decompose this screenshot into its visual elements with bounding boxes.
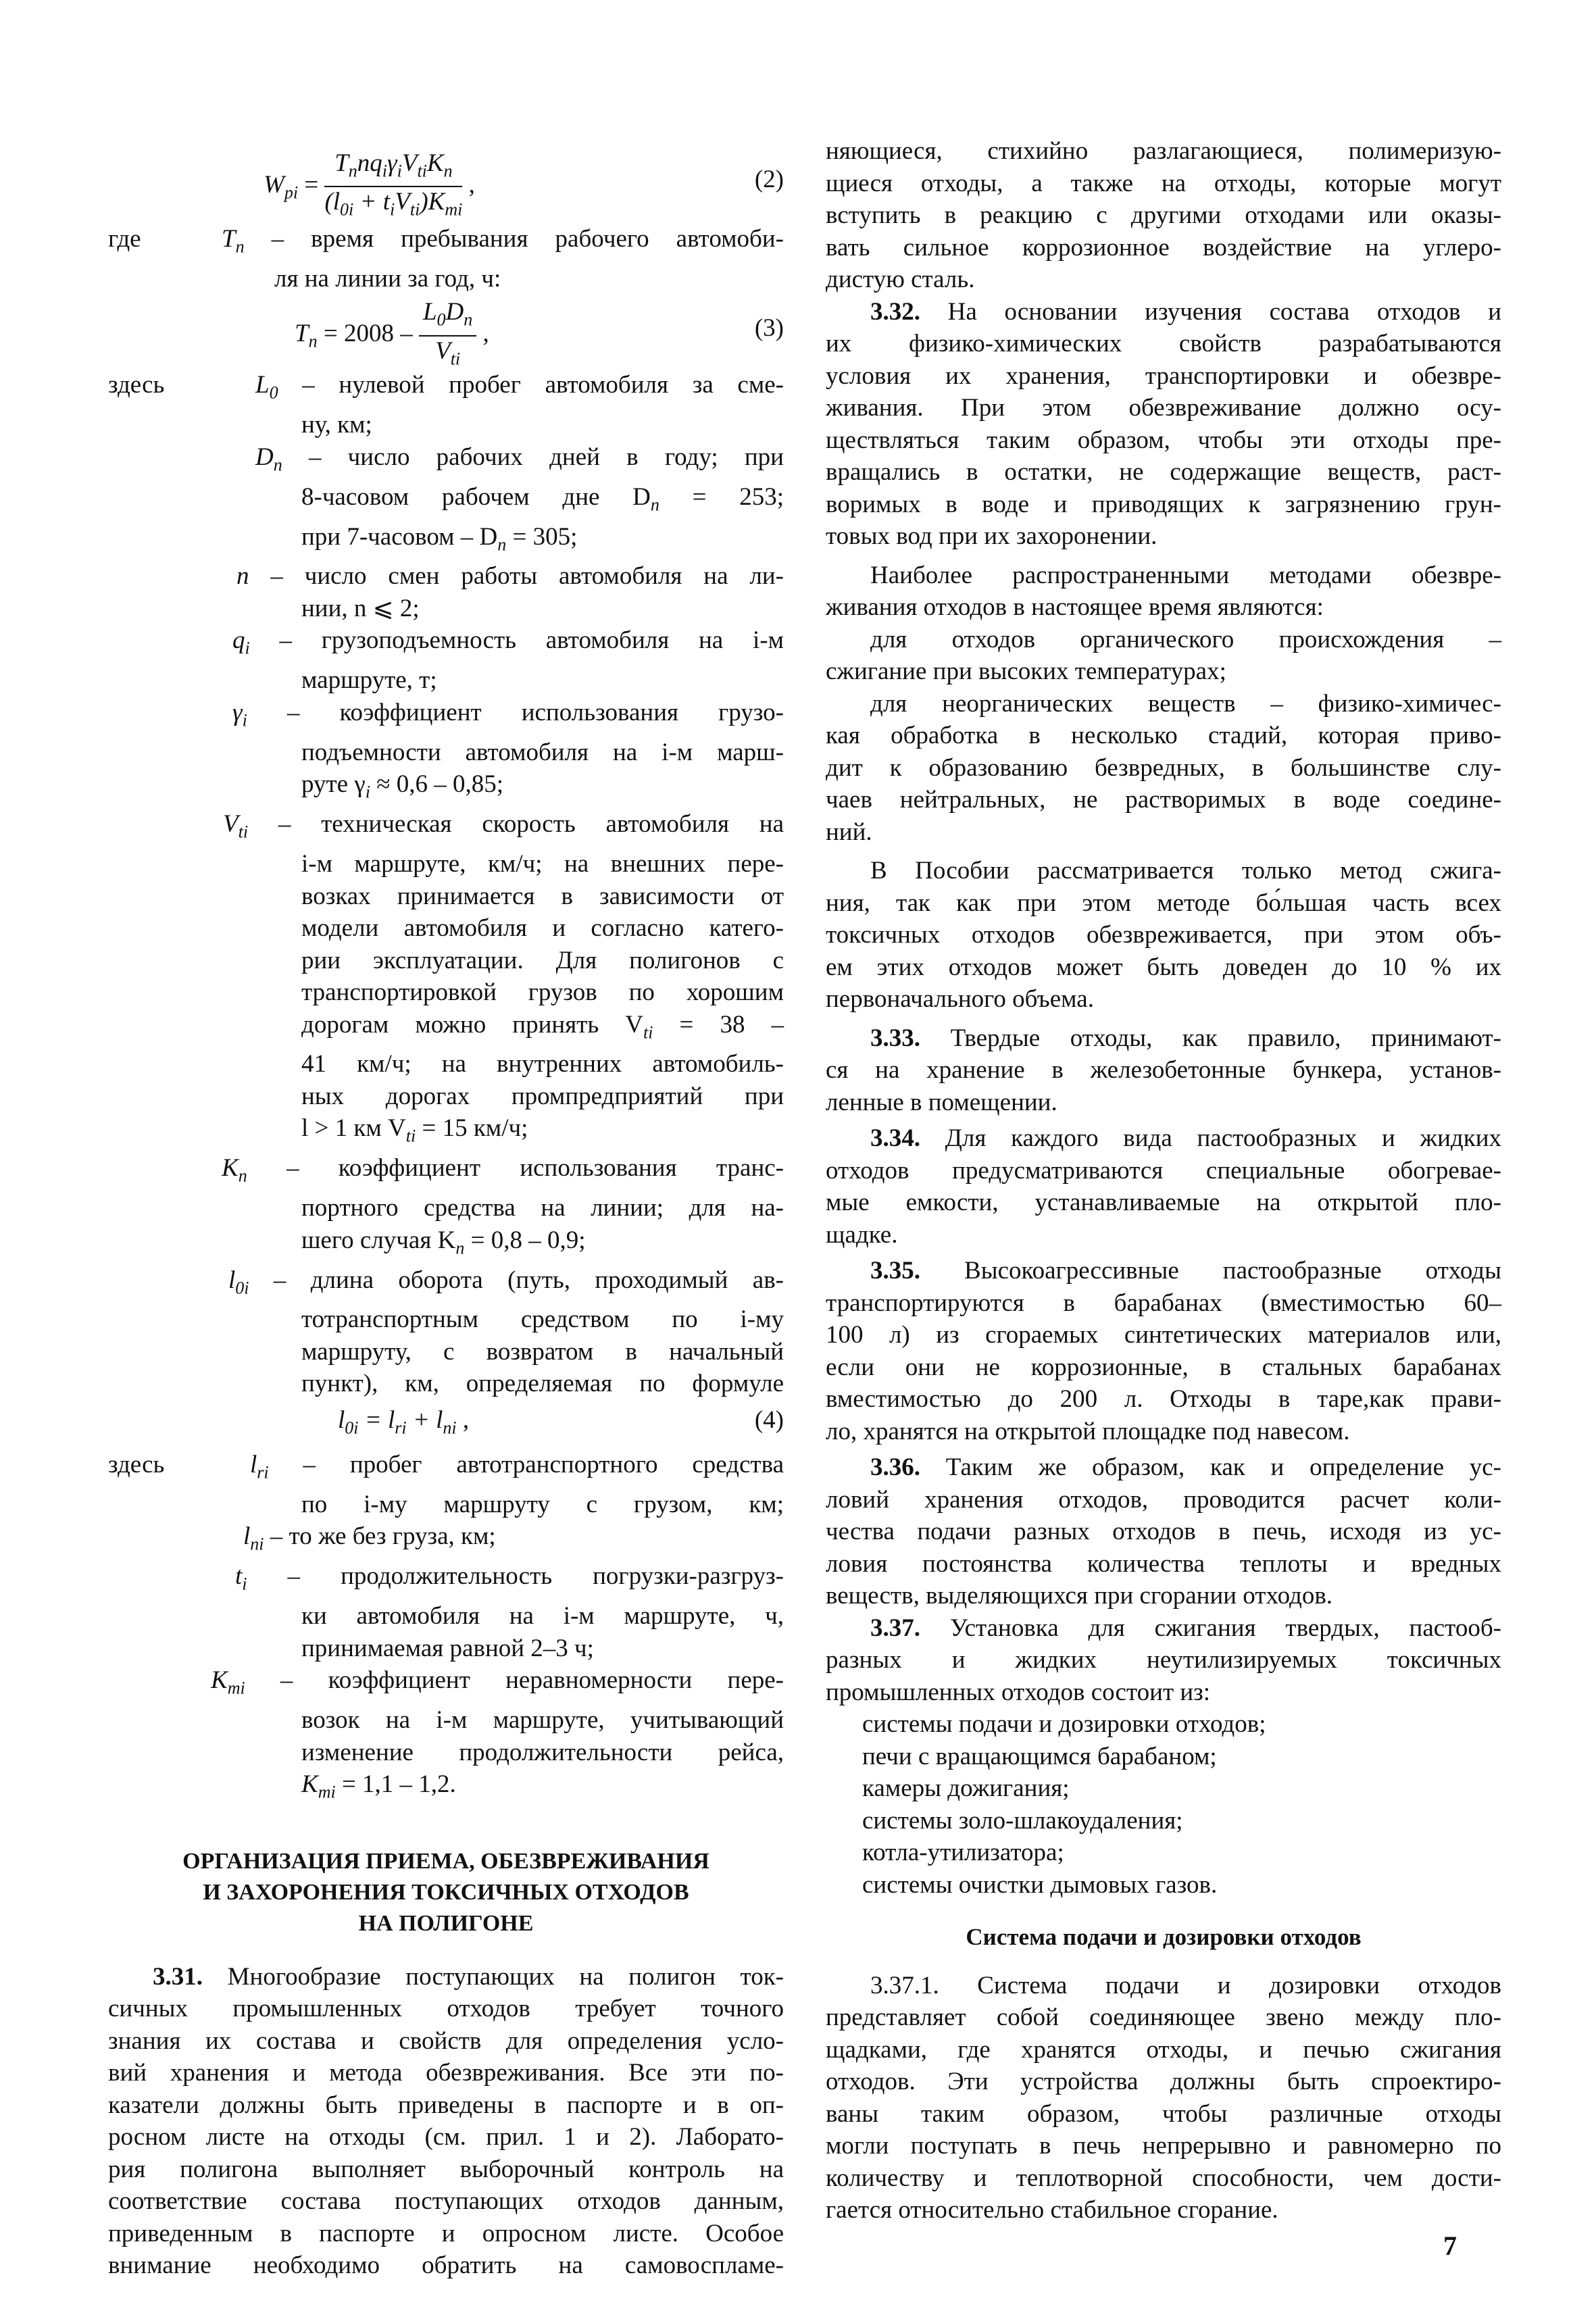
equation-number: (3) xyxy=(754,314,784,343)
equation-number: (4) xyxy=(754,1405,784,1434)
equation-4: $l_{0i} = l_{ri} + l_{ni}$ , (4) xyxy=(108,1400,784,1438)
equation-3: $T_n = 2008$ – $\frac{L_0D_n}{V_{ti}}$ , (3) xyxy=(295,298,784,369)
installation-list xyxy=(826,1708,1501,1901)
equation-2: $W_{pi}$ = $\frac{T_nnq_i\gamma_iV_{ti}K_n}{(l_{0i} + t_iV_{ti})K_{mi}}$ , (2) xyxy=(108,135,784,223)
list-item: системы очистки дымовых газов. xyxy=(862,1870,1218,1899)
right-column xyxy=(826,135,1501,2226)
list-item: системы золо-шлакоудаления; xyxy=(862,1806,1183,1835)
paragraph-3-34: 3.34. Для каждого вида пастообразных и жидких отходов предусматриваются специальные обогревае- мые емкости, устанавливаемые на открытой пло- щадке. xyxy=(826,1124,1501,1249)
paragraph-3-32: 3.32. На основании изучения состава отходов и их физико-химических свойств разрабатываются условия их хранения, транспортировки и обезвре- живания. При этом обезвреживание должно осу- ществляться таким образом, чтобы эти отходы пре- вращались в остатки, не содержащие веществ, раст- воримых в воде и приводящих к загрязнению грун- товых вод при их захоронении. xyxy=(826,297,1501,550)
paragraph-inorganic: для неорганических веществ – физико-химичес- кая обработка в несколько стадий, которая приво- дит к образованию безвредных, в большинстве слу- чаев нейтральных, не растворимых в воде соедине- ний. xyxy=(826,689,1501,846)
definition-Tn: где $T_n$ – время пребывания рабочего автомоби- ля на линии за год, ч: xyxy=(108,223,784,295)
subsection-heading: Система подачи и дозировки отходов xyxy=(966,1924,1362,1950)
paragraph-posobie: В Пособии рассматривается только метод сжига- ния, так как при этом методе бо́льшая часть всех токсичных отходов обезвреживается, при этом объ- ем этих отходов может быть доведен до 10 % их первоначального объема. xyxy=(826,857,1501,1013)
equation-2-fraction: $\frac{T_nnq_i\gamma_iV_{ti}K_n}{(l_{0i} + t_iV_{ti})K_{mi}}$ xyxy=(324,149,463,220)
definition-n: n – число смен работы автомобиля на ли- нии, n ⩽ 2; xyxy=(236,562,784,622)
paragraph-organic: для отходов органического происхождения – сжигание при высоких температурах; xyxy=(826,625,1501,685)
paragraph-3-33: 3.33. Твердые отходы, как правило, принимают- ся на хранение в железобетонные бункера, установ- ленные в помещении. xyxy=(826,1024,1501,1116)
paragraph-3-35: 3.35. Высокоагрессивные пастообразные отходы транспортируются в барабанах (вместимостью 60– 100 л) из сгораемых синтетических материалов или, если они не коррозионные, в стальных барабанах вместимостью до 200 л. Отходы в таре,как прави- ло, хранятся на открытой площадке под навесом. xyxy=(826,1257,1501,1445)
definition-ti: $t_i$ – продолжительность погрузки-разгруз- ки автомобиля на i-м маршруте, ч, принимаемая равной 2–3 ч; xyxy=(235,1562,784,1662)
definition-lni: $l_{ni}$ – то же без груза, км; xyxy=(243,1522,496,1554)
paragraph-continuation: няющиеся, стихийно разлагающиеся, полимеризую- щиеся отходы, а также на отходы, которые могут вступить в реакцию с другими отходами или оказы- вать сильное коррозионное воздействие на углеро- дистую сталь. xyxy=(826,137,1501,293)
definition-Dn: $D_n$ – число рабочих дней в году; при 8-часовом рабочем дне $D_n = 253$; при 7-часовом – $D_n = 305$; xyxy=(255,443,784,554)
equation-number: (2) xyxy=(754,166,784,193)
page-number: 7 xyxy=(1443,2231,1457,2261)
left-column xyxy=(108,135,784,2282)
definition-Kmi: $K_{mi}$ – коэффициент неравномерности пере- возок на i-м маршруте, учитывающий изменение продолжительности рейса, $K_{mi} = 1,1 - 1,2$. xyxy=(211,1666,784,1802)
here-label: здесь xyxy=(108,1450,165,1478)
paragraph-3-36: 3.36. Таким же образом, как и определение ус- ловий хранения отходов, проводится расчет коли- чества подачи разных отходов в печь, исходя из ус- ловия постоянства количества теплоты и вредных веществ, выделяющихся при сгорании отходов. xyxy=(826,1453,1501,1610)
paragraph-methods: Наиболее распространенными методами обезвре- живания отходов в настоящее время являются: xyxy=(826,561,1501,621)
paragraph-3-31: 3.31. Многообразие поступающих на полигон ток- сичных промышленных отходов требует точного знания их состава и свойств для определения усло- вий хранения и метода обезвреживания. Все эти по- казатели должны быть приведены в паспорте и в оп- росном листе на отходы (см. прил. 1 и 2). Лаборато- рия полигона выполняет выборочный контроль на соответствие состава поступающих отходов данным, приведенным в паспорте и опросном листе. Особое внимание необходимо обратить на самовоспламе- xyxy=(108,1962,784,2280)
definition-lri: здесь $l_{ri}$ – пробег автотранспортного средства по i-му маршруту с грузом, км; xyxy=(108,1449,784,1520)
paragraph-3-37-1: 3.37.1. Система подачи и дозировки отходов представляет собой соединяющее звено между пло- щадками, где хранятся отходы, и печью сжигания отходов. Эти устройства должны быть спроектиро- ваны таким образом, чтобы различные отходы могли поступать в печь непрерывно и равномерно по количеству и теплотворной способности, чем дости- гается относительно стабильное сгорание. xyxy=(826,1971,1501,2224)
definition-l0i: $l_{0i}$ – длина оборота (путь, проходимый ав- тотранспортным средством по i-му маршруту, с возвратом в начальный пункт), км, определяемая по формуле xyxy=(228,1266,784,1398)
definition-L0: здесь $L_0$ – нулевой пробег автомобиля за сме- ну, км; xyxy=(108,369,784,441)
definition-Vti: $V_{ti}$ – техническая скорость автомобиля на i-м маршруте, км/ч; на внешних пере- возках принимается в зависимости от модели автомобиля и согласно катего- рии эксплуатации. Для полигонов с транспортировкой грузов по хорошим дорогам можно принять $V_{ti} = 38$ – 41 км/ч; на внутренних автомобиль- ных дорогах промпредприятий при l > 1 км $V_{ti} = 15$ км/ч; xyxy=(223,810,784,1146)
list-item: системы подачи и дозировки отходов; xyxy=(862,1710,1266,1738)
where-label: где xyxy=(108,225,141,253)
here-label: здесь xyxy=(108,371,165,399)
list-item: печи с вращающимся барабаном; xyxy=(862,1742,1217,1770)
paragraph-3-37: 3.37. Установка для сжигания твердых, пастооб- разных и жидких неутилизируемых токсичных промышленных отходов состоит из: xyxy=(826,1614,1501,1706)
list-item: камеры дожигания; xyxy=(862,1774,1070,1802)
definition-qi: $q_i$ – грузоподъемность автомобиля на i-м маршруте, т; xyxy=(232,626,784,695)
definition-gamma-i: $\gamma_i$ – коэффициент использования грузо- подъемности автомобиля на i-м марш- руте $\gamma_i \approx 0,6 - 0,85$; xyxy=(232,698,784,802)
list-item: котла-утилизатора; xyxy=(862,1839,1064,1866)
section-heading: ОРГАНИЗАЦИЯ ПРИЕМА, ОБЕЗВРЕЖИВАНИЯ И ЗАХОРОНЕНИЯ ТОКСИЧНЫХ ОТХОДОВ НА ПОЛИГОНЕ xyxy=(182,1848,709,1936)
definition-Kn: $K_n$ – коэффициент использования транс- портного средства на линии; для на- шего случая $K_n = 0,8 - 0,9$; xyxy=(222,1154,784,1258)
